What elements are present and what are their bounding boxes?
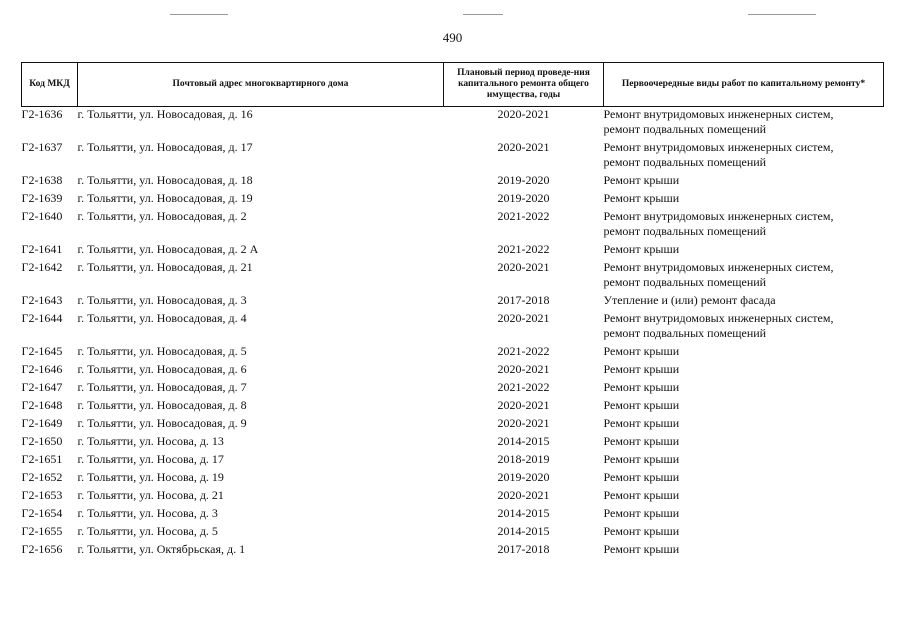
mkd-code-cell: Г2-1636 (21, 107, 63, 121)
period-cell: 2017-2018 (497, 293, 550, 307)
address-cell: г. Тольятти, ул. Новосадовая, д. 18 (77, 173, 253, 187)
address-cell: г. Тольятти, ул. Носова, д. 17 (77, 452, 224, 466)
table-row (22, 209, 884, 242)
period-cell: 2019-2020 (497, 470, 550, 484)
works-line: Ремонт крыши (603, 524, 680, 538)
works-cell (604, 107, 884, 141)
scan-artifact (463, 14, 503, 15)
works-line: Ремонт крыши (603, 506, 680, 520)
mkd-code-cell: Г2-1652 (21, 470, 63, 484)
table-row (22, 488, 884, 506)
works-line: Ремонт внутридомовых инженерных систем, (603, 311, 834, 325)
mkd-code-cell: Г2-1640 (21, 209, 63, 223)
mkd-code-cell: Г2-1648 (21, 398, 63, 412)
works-line: Ремонт внутридомовых инженерных систем, (603, 140, 834, 154)
works-cell (604, 488, 884, 506)
mkd-code-cell: Г2-1641 (21, 242, 63, 256)
period-cell: 2020-2021 (497, 488, 550, 502)
works-line: ремонт подвальных помещений (603, 155, 767, 169)
works-line: Ремонт внутридомовых инженерных систем, (603, 107, 834, 121)
address-cell: г. Тольятти, ул. Новосадовая, д. 8 (77, 398, 247, 412)
mkd-code-cell: Г2-1638 (21, 173, 63, 187)
table-row (22, 506, 884, 524)
column-header-works: Первоочередные виды работ по капитальному ремонту* (604, 63, 884, 107)
period-cell: 2019-2020 (497, 191, 550, 205)
table-row (22, 293, 884, 311)
works-line: Ремонт крыши (603, 191, 680, 205)
works-cell (604, 209, 884, 242)
address-cell: г. Тольятти, ул. Носова, д. 21 (77, 488, 224, 502)
mkd-code-cell: Г2-1656 (21, 542, 63, 556)
address-cell: г. Тольятти, ул. Новосадовая, д. 6 (77, 362, 247, 376)
table-row (22, 191, 884, 209)
address-cell: г. Тольятти, ул. Носова, д. 5 (77, 524, 218, 538)
works-cell (604, 524, 884, 542)
period-cell: 2014-2015 (497, 524, 550, 538)
table-body (22, 107, 884, 561)
table-row (22, 107, 884, 141)
works-line: ремонт подвальных помещений (603, 224, 767, 238)
mkd-code-cell: Г2-1646 (21, 362, 63, 376)
works-line: Ремонт крыши (603, 434, 680, 448)
address-cell: г. Тольятти, ул. Носова, д. 13 (77, 434, 224, 448)
column-header-address: Почтовый адрес многоквартирного дома (78, 63, 444, 107)
period-cell: 2020-2021 (497, 107, 550, 121)
period-cell: 2017-2018 (497, 542, 550, 556)
table-row (22, 542, 884, 560)
address-cell: г. Тольятти, ул. Новосадовая, д. 19 (77, 191, 253, 205)
address-cell: г. Тольятти, ул. Новосадовая, д. 21 (77, 260, 253, 274)
table-row (22, 416, 884, 434)
works-line: Ремонт крыши (603, 416, 680, 430)
works-line: Ремонт внутридомовых инженерных систем, (603, 209, 834, 223)
scan-artifact (170, 14, 228, 15)
period-cell: 2021-2022 (497, 242, 550, 256)
mkd-code-cell: Г2-1647 (21, 380, 63, 394)
works-line: Ремонт крыши (603, 470, 680, 484)
table-row (22, 362, 884, 380)
table-row (22, 434, 884, 452)
table-row (22, 524, 884, 542)
works-cell (604, 293, 884, 311)
works-line: Ремонт крыши (603, 362, 680, 376)
table-row (22, 344, 884, 362)
period-cell: 2020-2021 (497, 311, 550, 325)
address-cell: г. Тольятти, ул. Новосадовая, д. 2 А (77, 242, 259, 256)
works-line: Ремонт крыши (603, 452, 680, 466)
works-cell (604, 362, 884, 380)
table-row (22, 311, 884, 344)
works-cell (604, 470, 884, 488)
address-cell: г. Тольятти, ул. Новосадовая, д. 5 (77, 344, 247, 358)
works-cell (604, 140, 884, 173)
address-cell: г. Тольятти, ул. Новосадовая, д. 7 (77, 380, 247, 394)
table-row (22, 140, 884, 173)
works-cell (604, 434, 884, 452)
address-cell: г. Тольятти, ул. Носова, д. 3 (77, 506, 218, 520)
mkd-code-cell: Г2-1651 (21, 452, 63, 466)
period-cell: 2020-2021 (497, 362, 550, 376)
works-cell (604, 191, 884, 209)
page-number: 490 (442, 30, 463, 45)
works-cell (604, 311, 884, 344)
table-row (22, 242, 884, 260)
works-line: Ремонт крыши (603, 398, 680, 412)
address-cell: г. Тольятти, ул. Новосадовая, д. 4 (77, 311, 247, 325)
works-cell (604, 542, 884, 560)
works-cell (604, 173, 884, 191)
mkd-code-cell: Г2-1655 (21, 524, 63, 538)
period-cell: 2020-2021 (497, 260, 550, 274)
table-header-row (22, 63, 884, 107)
address-cell: г. Тольятти, ул. Новосадовая, д. 3 (77, 293, 247, 307)
period-cell: 2020-2021 (497, 140, 550, 154)
works-line: Ремонт внутридомовых инженерных систем, (603, 260, 834, 274)
address-cell: г. Тольятти, ул. Новосадовая, д. 17 (77, 140, 253, 154)
address-cell: г. Тольятти, ул. Новосадовая, д. 2 (77, 209, 247, 223)
period-cell: 2020-2021 (497, 416, 550, 430)
table-row (22, 452, 884, 470)
period-cell: 2021-2022 (497, 344, 550, 358)
mkd-code-cell: Г2-1653 (21, 488, 63, 502)
period-cell: 2019-2020 (497, 173, 550, 187)
works-line: Ремонт крыши (603, 242, 680, 256)
works-cell (604, 380, 884, 398)
works-cell (604, 416, 884, 434)
mkd-code-cell: Г2-1654 (21, 506, 63, 520)
works-line: ремонт подвальных помещений (603, 326, 767, 340)
works-line: Утепление и (или) ремонт фасада (603, 293, 776, 307)
table-row (22, 173, 884, 191)
period-cell: 2014-2015 (497, 434, 550, 448)
mkd-code-cell: Г2-1649 (21, 416, 63, 430)
registry-table (21, 62, 884, 560)
address-cell: г. Тольятти, ул. Октябрьская, д. 1 (77, 542, 246, 556)
address-cell: г. Тольятти, ул. Носова, д. 19 (77, 470, 224, 484)
works-line: Ремонт крыши (603, 173, 680, 187)
mkd-code-cell: Г2-1650 (21, 434, 63, 448)
works-cell (604, 506, 884, 524)
scan-artifact (748, 14, 816, 15)
mkd-code-cell: Г2-1643 (21, 293, 63, 307)
mkd-code-cell: Г2-1639 (21, 191, 63, 205)
table-row (22, 470, 884, 488)
works-cell (604, 260, 884, 293)
period-cell: 2021-2022 (497, 209, 550, 223)
period-cell: 2018-2019 (497, 452, 550, 466)
period-cell: 2020-2021 (497, 398, 550, 412)
mkd-code-cell: Г2-1645 (21, 344, 63, 358)
mkd-code-cell: Г2-1642 (21, 260, 63, 274)
works-cell (604, 242, 884, 260)
table-row (22, 398, 884, 416)
works-cell (604, 398, 884, 416)
works-line: Ремонт крыши (603, 542, 680, 556)
works-cell (604, 344, 884, 362)
works-line: Ремонт крыши (603, 380, 680, 394)
column-header-code: Код МКД (22, 63, 78, 107)
address-cell: г. Тольятти, ул. Новосадовая, д. 9 (77, 416, 247, 430)
table-row (22, 260, 884, 293)
works-line: ремонт подвальных помещений (603, 122, 767, 136)
period-cell: 2021-2022 (497, 380, 550, 394)
works-cell (604, 452, 884, 470)
works-line: ремонт подвальных помещений (603, 275, 767, 289)
works-line: Ремонт крыши (603, 344, 680, 358)
column-header-period: Плановый период проведе-ния капитального ремонта общего имущества, годы (444, 63, 604, 107)
mkd-code-cell: Г2-1637 (21, 140, 63, 154)
mkd-code-cell: Г2-1644 (21, 311, 63, 325)
address-cell: г. Тольятти, ул. Новосадовая, д. 16 (77, 107, 253, 121)
table-row (22, 380, 884, 398)
works-line: Ремонт крыши (603, 488, 680, 502)
period-cell: 2014-2015 (497, 506, 550, 520)
